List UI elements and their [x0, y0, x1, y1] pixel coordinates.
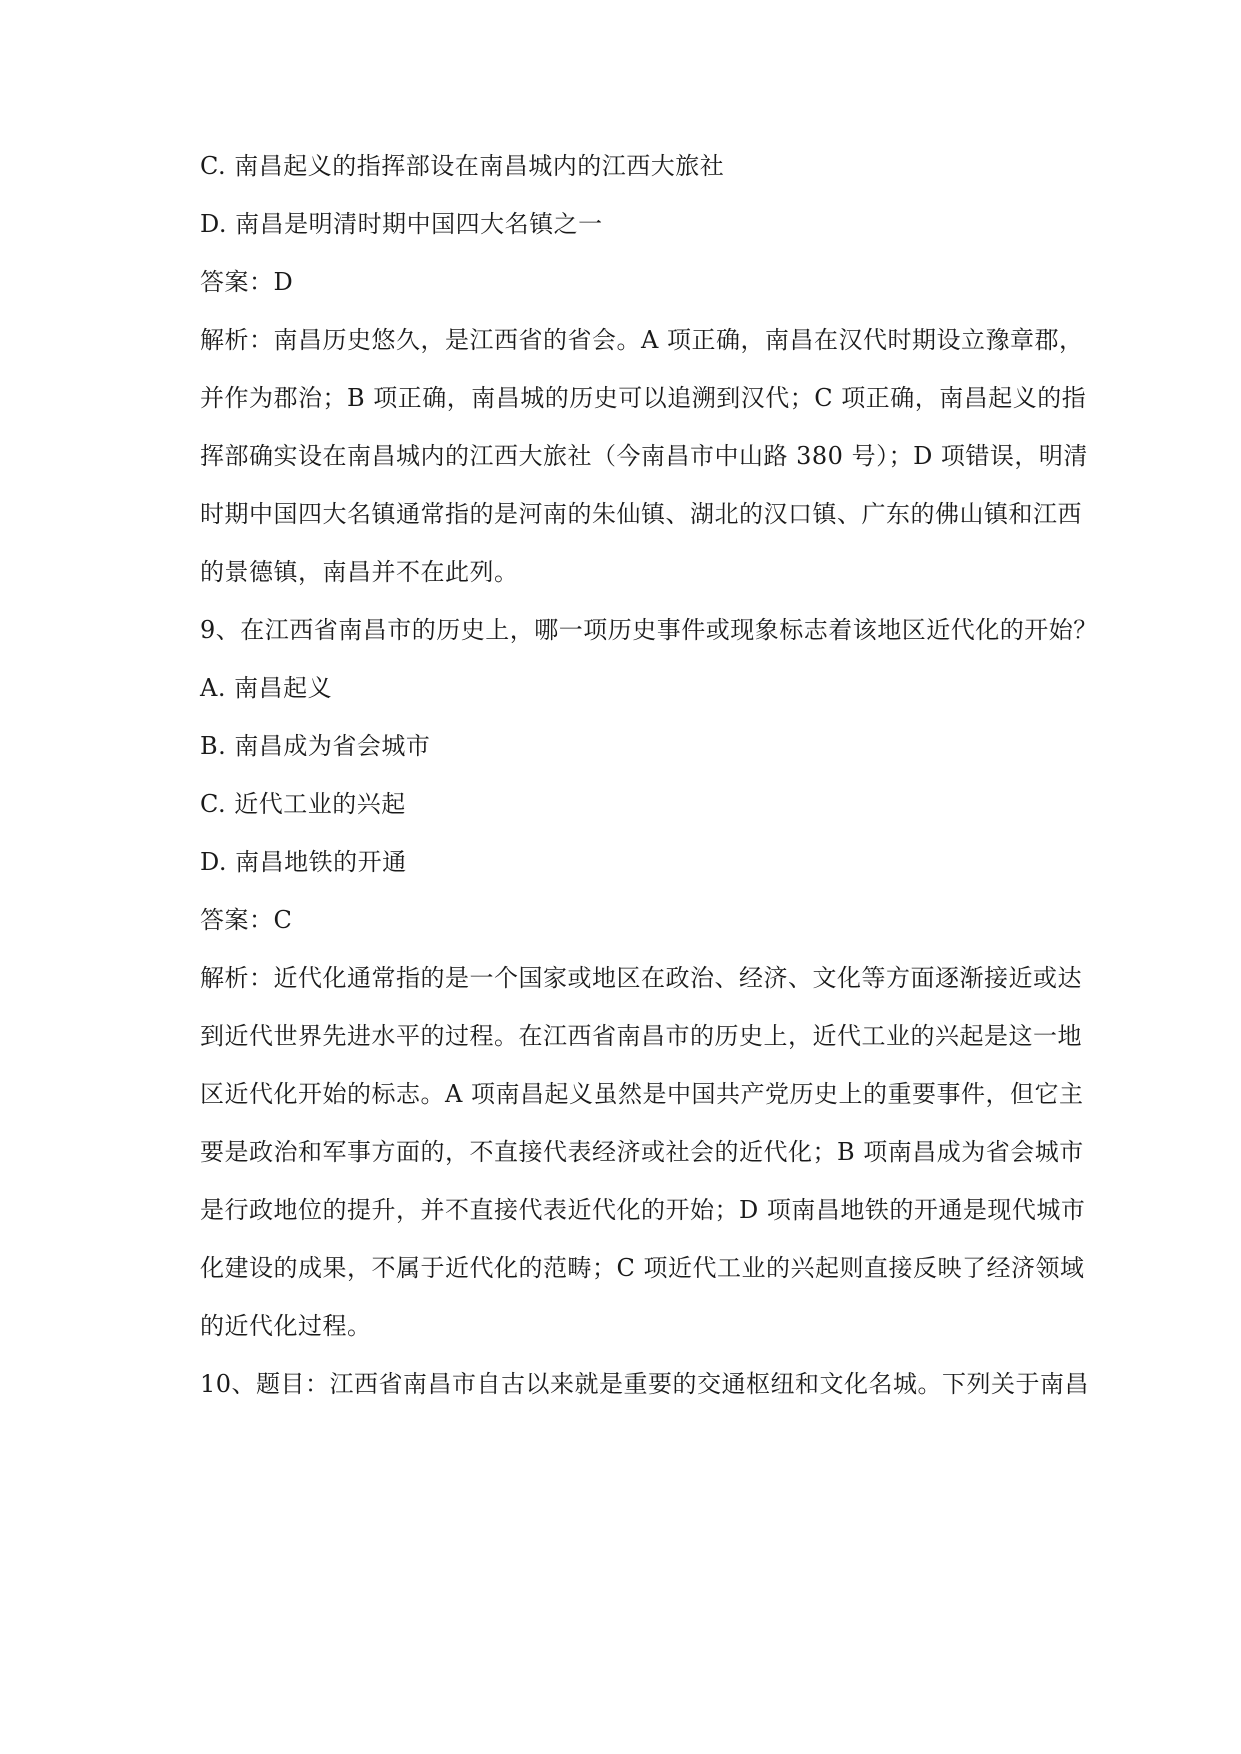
q10-question: 10、题目：江西省南昌市自古以来就是重要的交通枢纽和文化名城。下列关于南昌: [200, 1370, 1090, 1398]
q8-analysis-line-4: 时期中国四大名镇通常指的是河南的朱仙镇、湖北的汉口镇、广东的佛山镇和江西: [200, 500, 1082, 528]
q8-answer: 答案：D: [200, 268, 294, 296]
q9-analysis-line-4: 要是政治和军事方面的，不直接代表经济或社会的近代化；B 项南昌成为省会城市: [200, 1138, 1084, 1166]
q9-answer: 答案：C: [200, 906, 293, 934]
q8-option-d: D. 南昌是明清时期中国四大名镇之一: [200, 210, 603, 238]
q9-analysis-line-2: 到近代世界先进水平的过程。在江西省南昌市的历史上，近代工业的兴起是这一地: [200, 1022, 1082, 1050]
q9-analysis-line-7: 的近代化过程。: [200, 1312, 372, 1340]
q8-analysis-line-2: 并作为郡治；B 项正确，南昌城的历史可以追溯到汉代；C 项正确，南昌起义的指: [200, 384, 1087, 412]
q9-analysis-line-3: 区近代化开始的标志。A 项南昌起义虽然是中国共产党历史上的重要事件，但它主: [200, 1080, 1084, 1108]
q9-analysis-line-6: 化建设的成果，不属于近代化的范畴；C 项近代工业的兴起则直接反映了经济领域: [200, 1254, 1085, 1282]
q9-analysis-line-1: 解析：近代化通常指的是一个国家或地区在政治、经济、文化等方面逐渐接近或达: [200, 964, 1082, 992]
q9-question: 9、在江西省南昌市的历史上，哪一项历史事件或现象标志着该地区近代化的开始？: [200, 616, 1098, 644]
q9-option-c: C. 近代工业的兴起: [200, 790, 406, 818]
q9-option-b: B. 南昌成为省会城市: [200, 732, 431, 760]
q8-option-c: C. 南昌起义的指挥部设在南昌城内的江西大旅社: [200, 152, 725, 180]
q9-option-d: D. 南昌地铁的开通: [200, 848, 407, 876]
q9-analysis-line-5: 是行政地位的提升，并不直接代表近代化的开始；D 项南昌地铁的开通是现代城市: [200, 1196, 1086, 1224]
q8-analysis-line-1: 解析：南昌历史悠久，是江西省的省会。A 项正确，南昌在汉代时期设立豫章郡，: [200, 326, 1084, 354]
q8-analysis-line-5: 的景德镇，南昌并不在此列。: [200, 558, 519, 586]
q9-option-a: A. 南昌起义: [200, 674, 333, 702]
q8-analysis-line-3: 挥部确实设在南昌城内的江西大旅社（今南昌市中山路 380 号）；D 项错误，明清: [200, 442, 1088, 470]
